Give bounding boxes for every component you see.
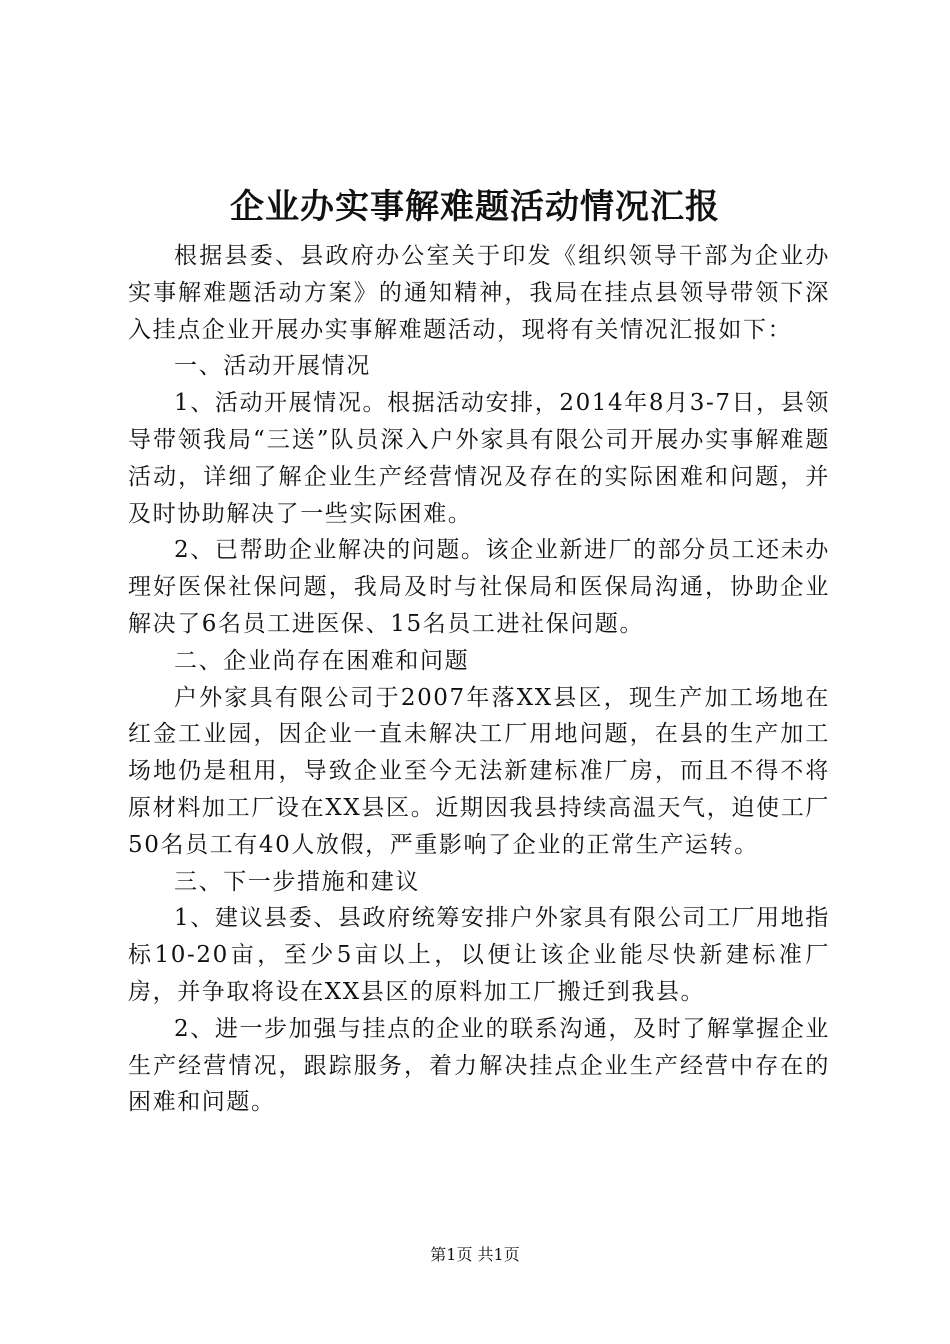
intro-paragraph: 根据县委、县政府办公室关于印发《组织领导干部为企业办实事解难题活动方案》的通知精神，我局在挂点县领导带领下深入挂点企业开展办实事解难题活动，现将有关情况汇报如下：: [128, 243, 830, 343]
section-heading-3: 三、下一步措施和建议: [174, 868, 420, 895]
page-footer: 第1页 共1页: [430, 1245, 520, 1264]
body-paragraph: 2、已帮助企业解决的问题。该企业新进厂的部分员工还未办理好医保社保问题，我局及时与社保局和医保局沟通，协助企业解决了6名员工进医保、15名员工进社保问题。: [128, 537, 830, 637]
section-heading-1: 一、活动开展情况: [174, 353, 371, 380]
document-body: [128, 238, 830, 1121]
body-paragraph: 户外家具有限公司于2007年落XX县区，现生产加工场地在红金工业园，因企业一直未解决工厂用地问题，在县的生产加工场地仍是租用，导致企业至今无法新建标准厂房，而且不得不将原材料加工厂设在XX县区。近期因我县持续高温天气，迫使工厂50名员工有40人放假，严重影响了企业的正常生产运转。: [128, 684, 830, 858]
body-paragraph: 1、建议县委、县政府统筹安排户外家具有限公司工厂用地指标10-20亩，至少5亩以上，以便让该企业能尽快新建标准厂房，并争取将设在XX县区的原料加工厂搬迁到我县。: [128, 905, 830, 1005]
section-heading-2: 二、企业尚存在困难和问题: [174, 647, 470, 674]
body-paragraph: 2、进一步加强与挂点的企业的联系沟通，及时了解掌握企业生产经营情况，跟踪服务，着力解决挂点企业生产经营中存在的困难和问题。: [128, 1015, 830, 1116]
document-title: 企业办实事解难题活动情况汇报: [230, 187, 720, 227]
body-paragraph: 1、活动开展情况。根据活动安排，2014年8月3-7日，县领导带领我局“三送”队员深入户外家具有限公司开展办实事解难题活动，详细了解企业生产经营情况及存在的实际困难和问题，并及时协助解决了一些实际困难。: [128, 390, 830, 527]
